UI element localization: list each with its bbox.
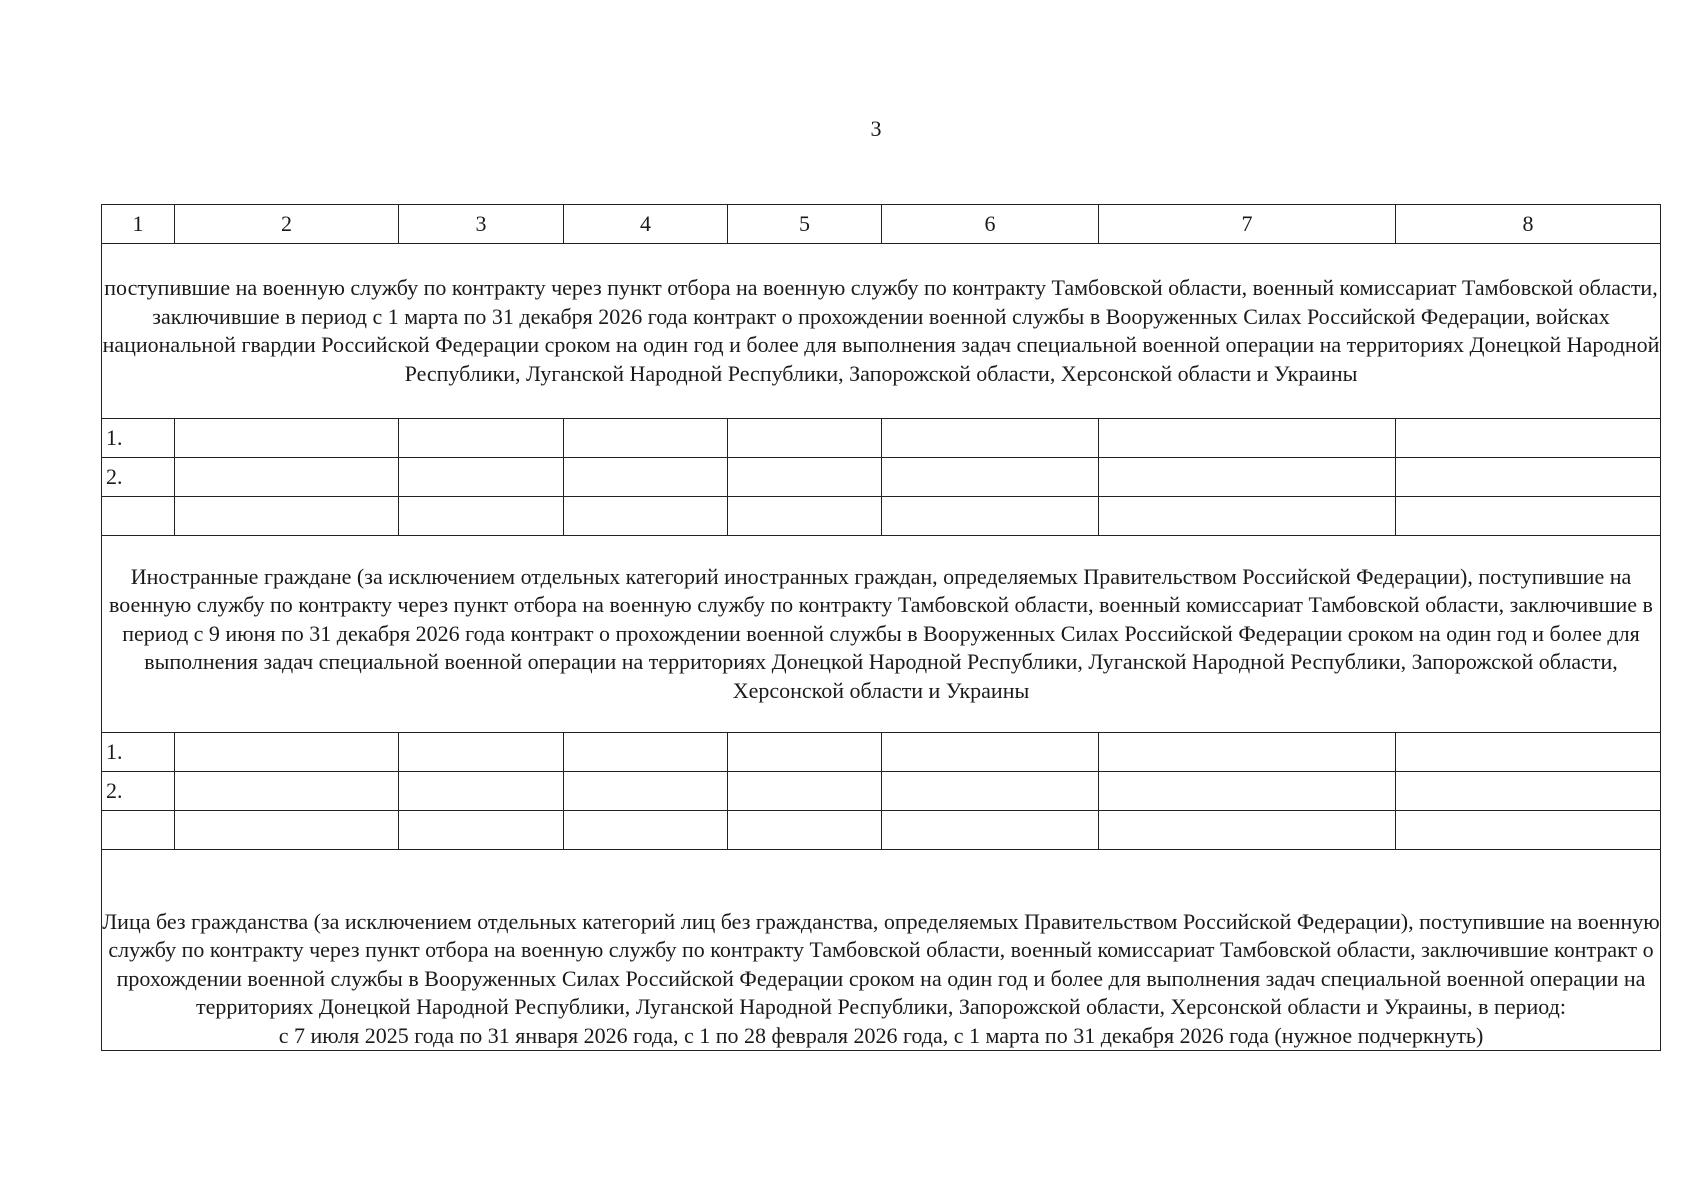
column-number: 6: [882, 205, 1099, 244]
table-cell: [882, 497, 1099, 536]
table-cell: [728, 772, 882, 811]
page-number: 3: [870, 116, 882, 141]
section-heading-row: [102, 536, 1661, 733]
column-number: 2: [175, 205, 399, 244]
table-cell: [399, 419, 564, 458]
table-row: [102, 458, 1661, 497]
table-cell: [728, 419, 882, 458]
form-table: [101, 204, 1661, 1051]
table-cell: [882, 458, 1099, 497]
column-number-row: [102, 205, 1661, 244]
column-number: 7: [1099, 205, 1396, 244]
table-cell: [728, 733, 882, 772]
table-cell: [564, 772, 728, 811]
table-cell: [399, 772, 564, 811]
column-number: 3: [399, 205, 564, 244]
row-number: [102, 497, 175, 536]
table-cell: [175, 419, 399, 458]
table-cell: [564, 458, 728, 497]
table-row: [102, 419, 1661, 458]
table-cell: [728, 497, 882, 536]
table-cell: [882, 772, 1099, 811]
column-number: 8: [1396, 205, 1661, 244]
row-number: 1.: [102, 419, 175, 458]
table-cell: [1099, 458, 1396, 497]
table-cell: [882, 811, 1099, 850]
row-number: 2.: [102, 772, 175, 811]
table-cell: [175, 497, 399, 536]
table-row: [102, 811, 1661, 850]
table-cell: [1396, 811, 1661, 850]
table-cell: [1396, 497, 1661, 536]
row-number: 1.: [102, 733, 175, 772]
table-cell: [1396, 458, 1661, 497]
section-heading: [102, 850, 1661, 1051]
table-cell: [1099, 811, 1396, 850]
table-cell: [882, 733, 1099, 772]
table-cell: [399, 458, 564, 497]
table-cell: [564, 811, 728, 850]
table-cell: [1099, 419, 1396, 458]
table-cell: [728, 458, 882, 497]
section-heading-text: Лица без гражданства (за исключением отдельных категорий лиц без гражданства, определяемых Правительством Российской Федерации), поступившие на военную службу по контракту через пункт отбора на военную службу по контракту Тамбовской области, военный комиссариат Тамбовской области, заключившие контракт о прохождении военной службы в Вооруженных Силах Российской Федерации сроком на один год и более для выполнения задач специальной военной операции на территориях Донецкой Народной Республики, Луганской Народной Республики, Запорожской области, Херсонской области и Украины, в период:: [102, 908, 1660, 1019]
table-cell: [175, 811, 399, 850]
table-cell: [399, 497, 564, 536]
section-heading: поступившие на военную службу по контракту через пункт отбора на военную службу по контракту Тамбовской области, военный комиссариат Тамбовской области, заключившие в период с 1 марта по 31 декабря 2026 года контракт о прохождении военной службы в Вооруженных Силах Российской Федерации, войсках национальной гвардии Российской Федерации сроком на один год и более для выполнения задач специальной военной операции на территориях Донецкой Народной Республики, Луганской Народной Республики, Запорожской области, Херсонской области и Украины: [102, 244, 1661, 419]
section-heading-row: [102, 244, 1661, 419]
table-cell: [1099, 772, 1396, 811]
table-row: [102, 772, 1661, 811]
table-cell: [1396, 733, 1661, 772]
table-row: [102, 497, 1661, 536]
table-cell: [564, 419, 728, 458]
table-cell: [1396, 419, 1661, 458]
section-heading-row: [102, 850, 1661, 1051]
table-cell: [399, 733, 564, 772]
table-row: [102, 733, 1661, 772]
table-cell: [1099, 733, 1396, 772]
column-number: 1: [102, 205, 175, 244]
table-cell: [728, 811, 882, 850]
table-cell: [1396, 772, 1661, 811]
table-cell: [882, 419, 1099, 458]
row-number: [102, 811, 175, 850]
table-cell: [175, 733, 399, 772]
period-options: с 7 июля 2025 года по 31 января 2026 года, с 1 по 28 февраля 2026 года, с 1 марта по 31 декабря 2026 года (нужное подчеркнуть): [278, 1022, 1484, 1048]
table-cell: [564, 733, 728, 772]
table-cell: [175, 772, 399, 811]
table-cell: [175, 458, 399, 497]
table-cell: [1099, 497, 1396, 536]
section-heading: Иностранные граждане (за исключением отдельных категорий иностранных граждан, определяемых Правительством Российской Федерации), поступившие на военную службу по контракту через пункт отбора на военную службу по контракту Тамбовской области, военный комиссариат Тамбовской области, заключившие в период с 9 июня по 31 декабря 2026 года контракт о прохождении военной службы в Вооруженных Силах Российской Федерации сроком на один год и более для выполнения задач специальной военной операции на территориях Донецкой Народной Республики, Луганской Народной Республики, Запорожской области, Херсонской области и Украины: [102, 536, 1661, 733]
column-number: 4: [564, 205, 728, 244]
column-number: 5: [728, 205, 882, 244]
table-cell: [564, 497, 728, 536]
row-number: 2.: [102, 458, 175, 497]
table-cell: [399, 811, 564, 850]
